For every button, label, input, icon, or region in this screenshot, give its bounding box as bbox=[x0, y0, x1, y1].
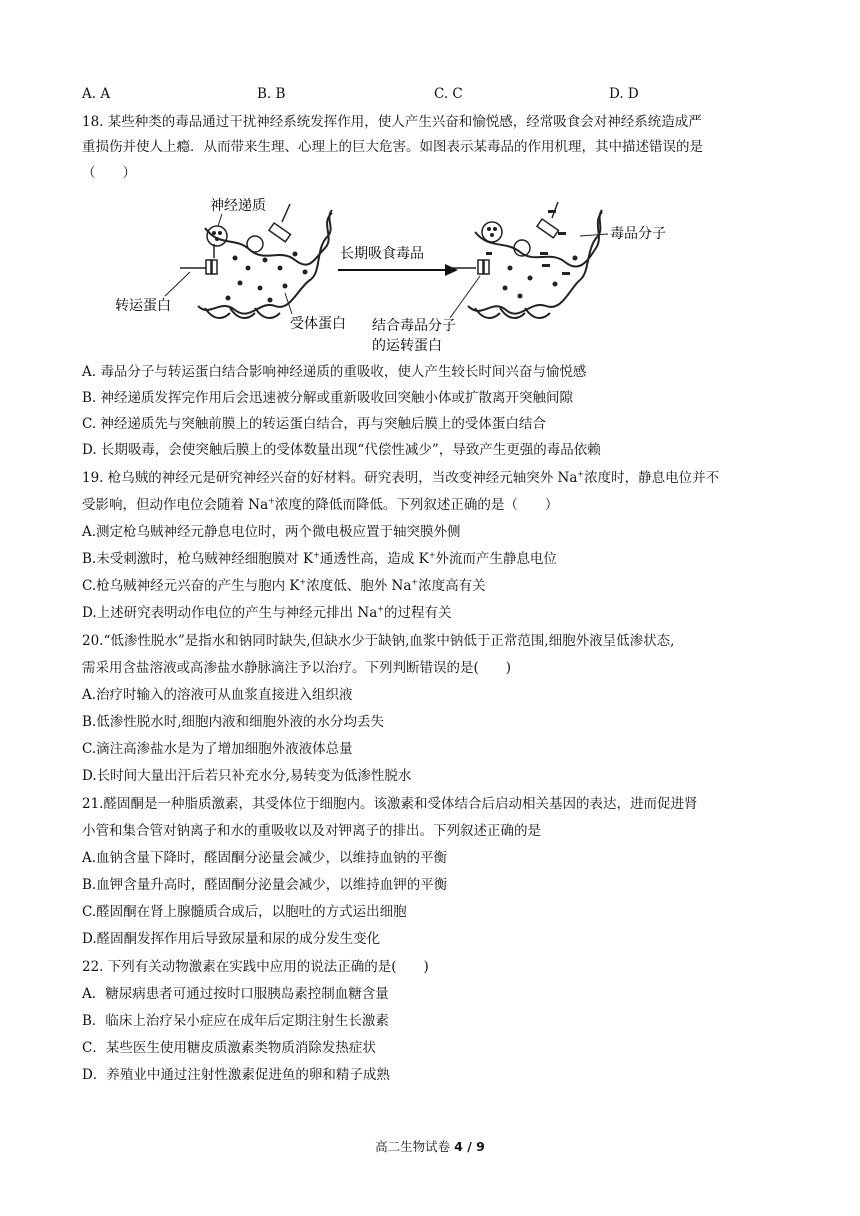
footer-label: 高二生物试卷 bbox=[375, 1139, 451, 1154]
q21-option-a[interactable]: A.血钠含量下降时，醛固酮分泌量会减少，以维持血钠的平衡 bbox=[82, 850, 448, 866]
label-transporter: 转运蛋白 bbox=[115, 298, 171, 314]
q18-option-d[interactable]: D. 长期吸毒，会使突触后膜上的受体数量出现“代偿性减少”，导致产生更强的毒品依赖 bbox=[82, 442, 601, 458]
page-total: 9 bbox=[476, 1139, 485, 1154]
q21-stem-line2: 小管和集合管对钠离子和水的重吸收以及对钾离子的排出。下列叙述正确的是 bbox=[82, 823, 541, 839]
synapse-diagram bbox=[110, 188, 700, 358]
q22-option-a[interactable]: A．糖尿病患者可通过按时口服胰岛素控制血糖含量 bbox=[82, 986, 389, 1002]
q19-option-d[interactable]: D.上述研究表明动作电位的产生与神经元排出 Na+的过程有关 bbox=[82, 604, 452, 621]
q22-stem: 22. 下列有关动物激素在实践中应用的说法正确的是( ) bbox=[82, 959, 429, 975]
option-c[interactable]: C. C bbox=[434, 86, 463, 102]
drug-molecules bbox=[486, 210, 578, 299]
receptor-protein-icon bbox=[269, 204, 291, 242]
q20-option-d[interactable]: D.长时间大量出汗后若只补充水分,易转变为低渗性脱水 bbox=[82, 768, 412, 784]
q21-option-c[interactable]: C.醛固酮在肾上腺髓质合成后，以胞吐的方式运出细胞 bbox=[82, 904, 407, 920]
q18-option-c[interactable]: C. 神经递质先与突触前膜上的转运蛋白结合，再与突触后膜上的受体蛋白结合 bbox=[82, 416, 546, 432]
q19-option-c[interactable]: C.枪乌贼神经元兴奋的产生与胞内 K+浓度低、胞外 Na+浓度高有关 bbox=[82, 577, 486, 594]
q20-option-b[interactable]: B.低渗性脱水时,细胞内液和细胞外液的水分均丢失 bbox=[82, 714, 385, 730]
option-d[interactable]: D. D bbox=[609, 86, 639, 102]
q22-option-d[interactable]: D．养殖业中通过注射性激素促进鱼的卵和精子成熟 bbox=[82, 1067, 390, 1083]
option-b[interactable]: B. B bbox=[257, 86, 286, 102]
q21-option-d[interactable]: D.醛固酮发挥作用后导致尿量和尿的成分发生变化 bbox=[82, 931, 381, 947]
q18-option-a[interactable]: A. 毒品分子与转运蛋白结合影响神经递质的重吸收，使人产生较长时间兴奋与愉悦感 bbox=[82, 364, 587, 380]
q18-option-b[interactable]: B. 神经递质发挥完作用后会迅速被分解或重新吸收回突触小体或扩散离开突触间隙 bbox=[82, 390, 574, 406]
q19-stem-line2: 受影响，但动作电位会随着 Na+浓度的降低而降低。下列叙述正确的是（ ） bbox=[82, 496, 559, 513]
label-neurotransmitter: 神经递质 bbox=[210, 198, 266, 214]
option-a[interactable]: A. A bbox=[82, 86, 111, 102]
q19-option-a[interactable]: A.测定枪乌贼神经元静息电位时，两个微电极应置于轴突膜外侧 bbox=[82, 524, 461, 540]
q22-option-b[interactable]: B．临床上治疗呆小症应在成年后定期注射生长激素 bbox=[82, 1013, 389, 1029]
q19-option-b[interactable]: B.未受刺激时，枪乌贼神经细胞膜对 K+通透性高，造成 K+外流而产生静息电位 bbox=[82, 550, 557, 567]
q20-option-c[interactable]: C.滴注高渗盐水是为了增加细胞外液液体总量 bbox=[82, 741, 353, 757]
label-long-term-drug-use: 长期吸食毒品 bbox=[340, 246, 424, 262]
page-number: 4 bbox=[454, 1139, 463, 1154]
page-footer: 高二生物试卷 4 / 9 bbox=[375, 1139, 485, 1154]
q20-option-a[interactable]: A.治疗时输入的溶液可从血浆直接进入组织液 bbox=[82, 687, 353, 703]
label-bound-transporter-1: 结合毒品分子 bbox=[372, 318, 456, 334]
vesicle-icon bbox=[207, 226, 227, 246]
q19-stem-line1: 19. 枪乌贼的神经元是研究神经兴奋的好材料。研究表明，当改变神经元轴突外 Na+浓度时，静息电位并不 bbox=[82, 469, 720, 486]
label-bound-transporter-2: 的运转蛋白 bbox=[372, 338, 442, 354]
q20-stem-line1: 20.“低渗性脱水”是指水和钠同时缺失,但缺水少于缺钠,血浆中钠低于正常范围,细胞外液呈低渗状态, bbox=[82, 633, 675, 649]
q18-stem-line2: 重损伤并使人上瘾．从而带来生理、心理上的巨大危害。如图表示某毒品的作用机理，其中描述错误的是 bbox=[82, 139, 703, 155]
q21-option-b[interactable]: B.血钾含量升高时，醛固酮分泌量会减少，以维持血钾的平衡 bbox=[82, 877, 448, 893]
q21-stem-line1: 21.醛固酮是一种脂质激素，其受体位于细胞内。该激素和受体结合后启动相关基因的表达，进而促进肾 bbox=[82, 796, 698, 812]
q18-stem-line3: （ ） bbox=[82, 165, 136, 181]
q18-stem-line1: 18. 某些种类的毒品通过干扰神经系统发挥作用，使人产生兴奋和愉悦感，经常吸食会对神经系统造成严 bbox=[82, 114, 702, 130]
label-receptor: 受体蛋白 bbox=[290, 316, 346, 332]
transporter-protein-icon bbox=[180, 244, 217, 274]
q22-option-c[interactable]: C．某些医生使用糖皮质激素类物质消除发热症状 bbox=[82, 1040, 376, 1056]
q20-stem-line2: 需采用含盐溶液或高渗盐水静脉滴注予以治疗。下列判断错误的是( ) bbox=[82, 660, 512, 676]
right-synapse bbox=[468, 210, 602, 318]
label-drug-molecule: 毒品分子 bbox=[610, 226, 666, 242]
